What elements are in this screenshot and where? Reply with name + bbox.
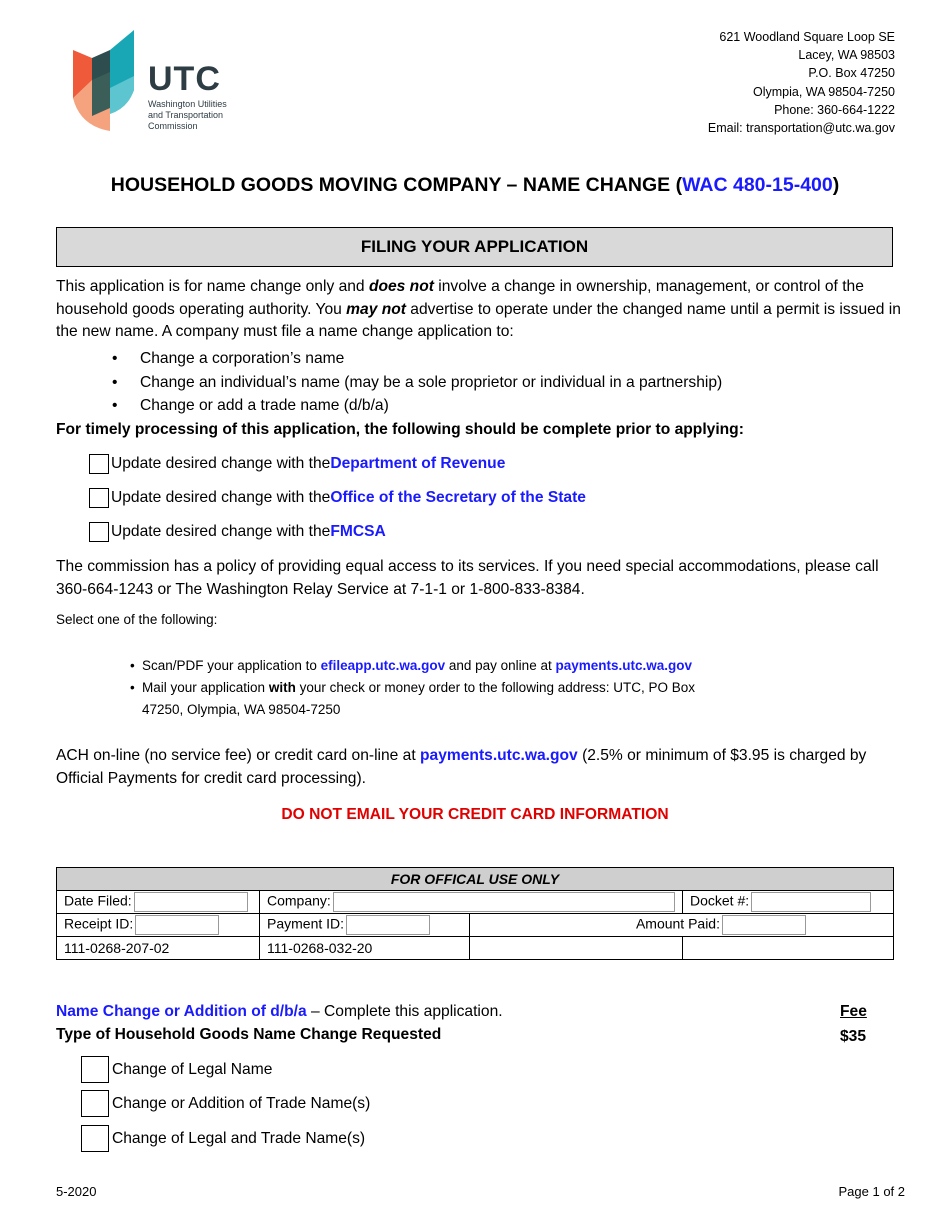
- logo-wordmark: UTC: [148, 60, 221, 98]
- email-line[interactable]: Email: transportation@utc.wa.gov: [707, 121, 895, 136]
- official-use-header: FOR OFFICAL USE ONLY: [57, 868, 894, 891]
- option-legal-and-trade-name: Change of Legal and Trade Name(s): [81, 1125, 365, 1152]
- section-header-filing: FILING YOUR APPLICATION: [56, 227, 893, 267]
- fmcsa-link[interactable]: FMCSA: [330, 523, 386, 540]
- code-cell: 111-0268-032-20: [260, 937, 470, 960]
- receipt-id-cell: Receipt ID:: [57, 914, 260, 937]
- address-line: Lacey, WA 98503: [798, 48, 895, 63]
- list-item: • Change an individual’s name (may be a sole proprietor or individual in a partnership): [110, 371, 722, 395]
- checkbox[interactable]: [81, 1125, 109, 1152]
- timely-processing-note: For timely processing of this application, the following should be complete prior to applying:: [56, 421, 744, 438]
- official-use-table: [56, 867, 894, 960]
- checklist-item-revenue: Update desired change with the Department of Revenue: [89, 454, 505, 474]
- empty-cell: [683, 937, 894, 960]
- docket-cell: Docket #:: [683, 891, 894, 914]
- address-line: Olympia, WA 98504-7250: [753, 84, 895, 99]
- address-line: P.O. Box 47250: [808, 66, 895, 81]
- list-item: • Change a corporation’s name: [110, 347, 722, 371]
- commission-address: [708, 28, 895, 137]
- ach-paragraph: ACH on-line (no service fee) or credit card on-line at payments.utc.wa.gov (2.5% or minimum of $3.95 is charged by Official Payments for credit card processing).: [56, 747, 867, 787]
- option-scan: • Scan/PDF your application to efileapp.utc.wa.gov and pay online at payments.utc.wa.gov: [130, 655, 695, 677]
- efile-link[interactable]: efileapp.utc.wa.gov: [320, 658, 446, 673]
- submission-options: [130, 655, 695, 721]
- select-label: Select one of the following:: [56, 612, 218, 627]
- date-filed-cell: Date Filed:: [57, 891, 260, 914]
- payment-id-cell: Payment ID:: [260, 914, 470, 937]
- payments-link[interactable]: payments.utc.wa.gov: [555, 658, 693, 673]
- checkbox[interactable]: [89, 454, 109, 474]
- empty-cell: [470, 937, 683, 960]
- option-mail: • Mail your application with your check or money order to the following address: UTC, PO Box 47250, Olympia, WA 98504-7250: [130, 677, 695, 721]
- wac-link[interactable]: WAC 480-15-400: [682, 174, 833, 196]
- checklist-item-fmcsa: Update desired change with the FMCSA: [89, 522, 386, 542]
- credit-card-warning: DO NOT EMAIL YOUR CREDIT CARD INFORMATION: [281, 806, 669, 823]
- equal-access-paragraph: The commission has a policy of providing equal access to its services. If you need special accommodations, please call 360-664-1243 or The Washington Relay Service at 7-1-1 or 1-800-833-8384.: [56, 558, 879, 598]
- amount-paid-field[interactable]: [722, 915, 806, 935]
- amount-paid-cell: Amount Paid:: [470, 914, 894, 937]
- fee-value: $35: [840, 1028, 867, 1045]
- fee-label: Fee: [840, 1003, 867, 1020]
- reason-list: [110, 347, 722, 418]
- payments-link[interactable]: payments.utc.wa.gov: [420, 747, 578, 764]
- department-of-revenue-link[interactable]: Department of Revenue: [330, 455, 506, 472]
- checkbox[interactable]: [81, 1090, 109, 1117]
- payment-id-field[interactable]: [346, 915, 430, 935]
- revision-date: 5-2020: [56, 1184, 97, 1199]
- checkbox[interactable]: [89, 488, 109, 508]
- code-cell: 111-0268-207-02: [57, 937, 260, 960]
- page-title: HOUSEHOLD GOODS MOVING COMPANY – NAME CHANGE (WAC 480-15-400): [110, 174, 840, 196]
- option-trade-name: Change or Addition of Trade Name(s): [81, 1090, 370, 1117]
- type-requested-label: Type of Household Goods Name Change Requested: [56, 1026, 442, 1043]
- receipt-id-field[interactable]: [135, 915, 219, 935]
- page-number: Page 1 of 2: [838, 1184, 905, 1199]
- option-legal-name: Change of Legal Name: [81, 1056, 272, 1083]
- logo-subtitle: Washington Utilities and Transportation Commission: [148, 99, 227, 131]
- intro-paragraph: This application is for name change only and does not involve a change in ownership, management, or control of the household goods operating authority. You may not advertise to operate under the changed name until a permit is issued in the new name. A company must file a name change application to:: [56, 278, 901, 340]
- list-item: • Change or add a trade name (d/b/a): [110, 394, 722, 418]
- address-line: 621 Woodland Square Loop SE: [719, 30, 895, 44]
- name-change-heading: Name Change or Addition of d/b/a – Complete this application.: [56, 1003, 503, 1020]
- checkbox[interactable]: [89, 522, 109, 542]
- phone-line: Phone: 360-664-1222: [774, 102, 895, 117]
- checkbox[interactable]: [81, 1056, 109, 1083]
- checklist-item-secretary: Update desired change with the Office of the Secretary of the State: [89, 488, 586, 508]
- docket-field[interactable]: [751, 892, 871, 912]
- secretary-of-state-link[interactable]: Office of the Secretary of the State: [330, 489, 586, 506]
- date-filed-field[interactable]: [134, 892, 248, 912]
- company-cell: Company:: [260, 891, 683, 914]
- company-field[interactable]: [333, 892, 675, 912]
